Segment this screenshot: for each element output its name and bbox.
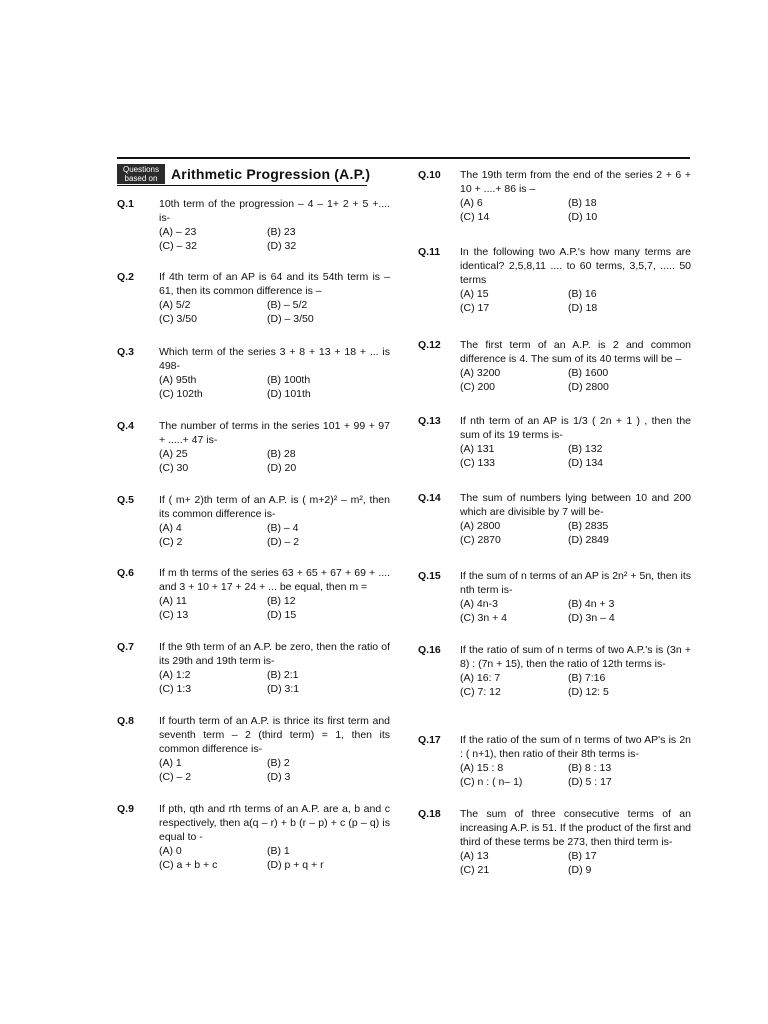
option-c: (C) 30 bbox=[159, 462, 189, 474]
option-a: (A) 95th bbox=[159, 374, 197, 386]
option-d: (D) 3:1 bbox=[267, 683, 300, 695]
option-a: (A) 2800 bbox=[460, 520, 501, 532]
question-text: If the 9th term of an A.P. be zero, then the ratio of its 29th and 19th term is- bbox=[159, 641, 390, 667]
question-text: If pth, qth and rth terms of an A.P. are a, b and c respectively, then a(q – r) + b (r – p) + c (p – q) is equal to - bbox=[159, 803, 390, 843]
question-number: Q.10 bbox=[418, 169, 441, 181]
option-b: (B) 4n + 3 bbox=[568, 598, 615, 610]
option-d: (D) 20 bbox=[267, 462, 297, 474]
option-a: (A) 15 : 8 bbox=[460, 762, 504, 774]
option-a: (A) 1 bbox=[159, 757, 182, 769]
option-d: (D) 32 bbox=[267, 240, 297, 252]
question-text: If the sum of n terms of an AP is 2n² + 5n, then its nth term is- bbox=[460, 570, 691, 596]
question-number: Q.11 bbox=[418, 246, 441, 258]
option-a: (A) 3200 bbox=[460, 367, 501, 379]
top-rule bbox=[117, 157, 690, 159]
option-b: (B) 132 bbox=[568, 443, 603, 455]
option-c: (C) 102th bbox=[159, 388, 203, 400]
question-number: Q.5 bbox=[117, 494, 134, 506]
option-c: (C) a + b + c bbox=[159, 859, 218, 871]
question-text: The first term of an A.P. is 2 and common difference is 4. The sum of its 40 terms will be – bbox=[460, 339, 691, 365]
option-a: (A) 4n-3 bbox=[460, 598, 498, 610]
option-c: (C) – 32 bbox=[159, 240, 197, 252]
option-a: (A) 11 bbox=[159, 595, 187, 607]
option-c: (C) 21 bbox=[460, 864, 490, 876]
section-badge: Questions based on bbox=[117, 164, 165, 184]
option-b: (B) 18 bbox=[568, 197, 597, 209]
option-c: (C) n : ( n– 1) bbox=[460, 776, 523, 788]
question-text: The sum of three consecutive terms of an increasing A.P. is 51. If the product of the first and third of these terms be 273, then third term is- bbox=[460, 808, 691, 848]
option-d: (D) 3n – 4 bbox=[568, 612, 615, 624]
question-text: 10th term of the progression – 4 – 1+ 2 + 5 +.... is- bbox=[159, 198, 390, 224]
question-number: Q.1 bbox=[117, 198, 134, 210]
option-a: (A) 6 bbox=[460, 197, 483, 209]
header-underline bbox=[117, 185, 367, 186]
option-a: (A) 0 bbox=[159, 845, 182, 857]
option-a: (A) 15 bbox=[460, 288, 489, 300]
question-text: The number of terms in the series 101 + 99 + 97 + .....+ 47 is- bbox=[159, 420, 390, 446]
question-number: Q.12 bbox=[418, 339, 441, 351]
question-text: If ( m+ 2)th term of an A.P. is ( m+2)² – m², then its common difference is- bbox=[159, 494, 390, 520]
question-number: Q.9 bbox=[117, 803, 134, 815]
option-c: (C) 3n + 4 bbox=[460, 612, 507, 624]
question-number: Q.17 bbox=[418, 734, 441, 746]
option-d: (D) 101th bbox=[267, 388, 311, 400]
question-number: Q.6 bbox=[117, 567, 134, 579]
question-number: Q.18 bbox=[418, 808, 441, 820]
option-a: (A) 5/2 bbox=[159, 299, 191, 311]
question-text: The 19th term from the end of the series 2 + 6 + 10 + ....+ 86 is – bbox=[460, 169, 691, 195]
question-text: If 4th term of an AP is 64 and its 54th term is – 61, then its common difference is – bbox=[159, 271, 390, 297]
option-b: (B) 2:1 bbox=[267, 669, 299, 681]
option-b: (B) – 4 bbox=[267, 522, 299, 534]
question-text: If the ratio of sum of n terms of two A.P.'s is (3n + 8) : (7n + 15), then the ratio of 12th terms is- bbox=[460, 644, 691, 670]
option-c: (C) 13 bbox=[159, 609, 189, 621]
option-a: (A) 13 bbox=[460, 850, 489, 862]
option-b: (B) 2 bbox=[267, 757, 290, 769]
question-text: Which term of the series 3 + 8 + 13 + 18 + ... is 498- bbox=[159, 346, 390, 372]
section-header bbox=[117, 163, 370, 185]
question-number: Q.4 bbox=[117, 420, 134, 432]
question-number: Q.15 bbox=[418, 570, 441, 582]
option-d: (D) 10 bbox=[568, 211, 598, 223]
option-b: (B) 100th bbox=[267, 374, 311, 386]
option-b: (B) 28 bbox=[267, 448, 296, 460]
option-c: (C) 14 bbox=[460, 211, 490, 223]
option-d: (D) 2800 bbox=[568, 381, 609, 393]
question-number: Q.14 bbox=[418, 492, 441, 504]
option-d: (D) 12: 5 bbox=[568, 686, 609, 698]
question-text: If fourth term of an A.P. is thrice its first term and seventh term – 2 (third term) = 1, then its common difference is- bbox=[159, 715, 390, 755]
option-d: (D) 5 : 17 bbox=[568, 776, 612, 788]
option-a: (A) 1:2 bbox=[159, 669, 191, 681]
option-d: (D) 18 bbox=[568, 302, 598, 314]
option-b: (B) 17 bbox=[568, 850, 597, 862]
question-text: If m th terms of the series 63 + 65 + 67 + 69 + .... and 3 + 10 + 17 + 24 + ... be equal, then m = bbox=[159, 567, 390, 593]
question-text: If nth term of an AP is 1/3 ( 2n + 1 ) , then the sum of its 19 terms is- bbox=[460, 415, 691, 441]
option-c: (C) 200 bbox=[460, 381, 496, 393]
option-b: (B) 2835 bbox=[568, 520, 609, 532]
option-b: (B) 16 bbox=[568, 288, 597, 300]
option-b: (B) 12 bbox=[267, 595, 296, 607]
option-c: (C) 7: 12 bbox=[460, 686, 501, 698]
option-b: (B) 1 bbox=[267, 845, 290, 857]
option-a: (A) 131 bbox=[460, 443, 495, 455]
question-text: If the ratio of the sum of n terms of two AP's is 2n : ( n+1), then ratio of their 8th terms is- bbox=[460, 734, 691, 760]
option-d: (D) p + q + r bbox=[267, 859, 324, 871]
page-title: Arithmetic Progression (A.P.) bbox=[171, 166, 371, 182]
question-text: In the following two A.P.'s how many terms are identical? 2,5,8,11 .... to 60 terms, 3,5,7, ..... 50 terms bbox=[460, 246, 691, 286]
question-number: Q.8 bbox=[117, 715, 134, 727]
option-c: (C) – 2 bbox=[159, 771, 192, 783]
option-c: (C) 1:3 bbox=[159, 683, 192, 695]
option-d: (D) 2849 bbox=[568, 534, 609, 546]
option-d: (D) – 3/50 bbox=[267, 313, 314, 325]
option-a: (A) 25 bbox=[159, 448, 188, 460]
option-a: (A) 4 bbox=[159, 522, 182, 534]
question-number: Q.3 bbox=[117, 346, 134, 358]
option-b: (B) 7:16 bbox=[568, 672, 606, 684]
option-d: (D) 3 bbox=[267, 771, 291, 783]
option-c: (C) 3/50 bbox=[159, 313, 197, 325]
option-c: (C) 17 bbox=[460, 302, 490, 314]
option-a: (A) 16: 7 bbox=[460, 672, 501, 684]
option-d: (D) – 2 bbox=[267, 536, 300, 548]
question-number: Q.13 bbox=[418, 415, 441, 427]
option-c: (C) 2870 bbox=[460, 534, 501, 546]
question-number: Q.16 bbox=[418, 644, 441, 656]
question-number: Q.7 bbox=[117, 641, 134, 653]
option-d: (D) 134 bbox=[568, 457, 604, 469]
question-number: Q.2 bbox=[117, 271, 134, 283]
question-text: The sum of numbers lying between 10 and 200 which are divisible by 7 will be- bbox=[460, 492, 691, 518]
option-d: (D) 9 bbox=[568, 864, 592, 876]
option-a: (A) – 23 bbox=[159, 226, 197, 238]
option-b: (B) 23 bbox=[267, 226, 296, 238]
option-c: (C) 2 bbox=[159, 536, 183, 548]
option-d: (D) 15 bbox=[267, 609, 297, 621]
option-b: (B) 1600 bbox=[568, 367, 609, 379]
option-c: (C) 133 bbox=[460, 457, 496, 469]
option-b: (B) 8 : 13 bbox=[568, 762, 612, 774]
option-b: (B) – 5/2 bbox=[267, 299, 308, 311]
